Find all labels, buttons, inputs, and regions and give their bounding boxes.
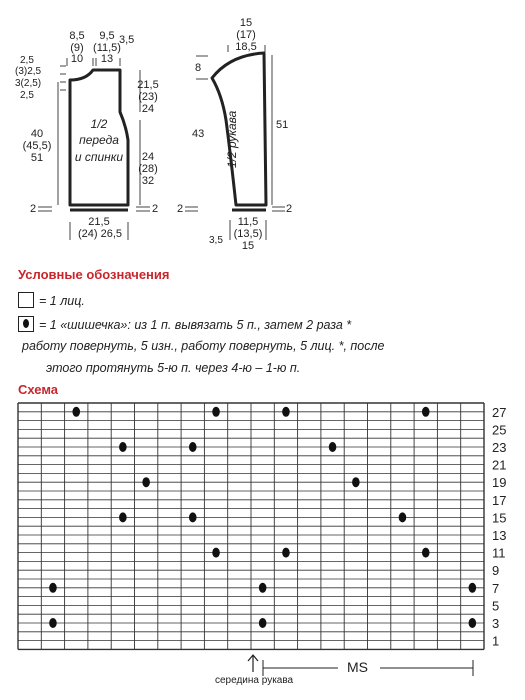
bobble-symbol — [212, 407, 220, 417]
body-label-line2: переда — [79, 133, 119, 147]
sleeve-rib-right: 2 — [286, 203, 293, 215]
center-arrow-icon — [248, 655, 258, 672]
body-top-right: 3,5 — [119, 34, 135, 46]
body-armhole-b: (23) — [138, 91, 158, 103]
body-top-mid-b: (11,5) — [93, 42, 121, 54]
body-label-line3: и спинки — [74, 150, 124, 164]
bobble-symbol — [49, 618, 57, 628]
body-label-line1: 1/2 — [90, 117, 108, 131]
row-number: 13 — [492, 528, 507, 543]
bobble-symbol — [329, 442, 337, 452]
grid-lines — [18, 403, 484, 649]
body-width-b: (24) 26,5 — [77, 228, 123, 240]
row-number: 1 — [492, 633, 500, 649]
sleeve-top-c: 18,5 — [235, 41, 257, 53]
row-number: 5 — [492, 598, 500, 614]
body-side-a: 24 — [141, 151, 155, 163]
bobble-symbol — [282, 548, 290, 558]
bobble-symbol — [72, 407, 80, 417]
bobble-symbol — [189, 442, 197, 452]
bobble-symbol — [49, 583, 57, 593]
legend-knit-text: = 1 лиц. — [39, 294, 85, 308]
sleeve-cuff-a: 11,5 — [237, 216, 259, 228]
sleeve-center-label: середина рукава — [215, 675, 294, 686]
body-armhole-a: 21,5 — [137, 79, 159, 91]
row-number: 7 — [492, 580, 500, 596]
bobble-symbol — [212, 548, 220, 558]
bobble-symbol — [422, 407, 430, 417]
bobble-symbol — [119, 512, 127, 522]
sleeve-label: 1/2 рукава — [225, 110, 239, 168]
bobble-symbol — [119, 442, 127, 452]
body-width-a: 21,5 — [88, 216, 110, 228]
legend-bobble-line2: работу повернуть, 5 изн., работу повернуть, 5 лиц. *, после — [22, 339, 385, 353]
bobble-symbol — [469, 618, 477, 628]
sleeve-cuff-side: 3,5 — [209, 235, 223, 246]
legend-title: Условные обозначения — [18, 267, 170, 282]
bobble-symbol — [142, 477, 150, 487]
row-number: 11 — [492, 545, 506, 561]
body-height-b: (45,5) — [22, 140, 52, 152]
sleeve-cuff-c: 15 — [241, 240, 255, 252]
body-side-b: (28) — [138, 163, 158, 175]
scheme-title: Схема — [18, 382, 59, 397]
body-top-left-c: 10 — [70, 53, 84, 65]
body-rib-left: 2 — [30, 203, 37, 215]
bobble-symbol — [352, 477, 360, 487]
bobble-symbol — [189, 512, 197, 522]
body-left-c: 3(2,5) — [15, 78, 42, 89]
row-number: 17 — [492, 492, 507, 508]
body-left-d: 2,5 — [20, 90, 34, 101]
bobble-symbol — [282, 407, 290, 417]
body-left-a: 2,5 — [20, 55, 34, 66]
bobble-symbol — [422, 548, 430, 558]
row-number: 9 — [492, 563, 500, 579]
sleeve-cap: 8 — [195, 62, 202, 74]
body-height-a: 40 — [30, 128, 44, 140]
body-height-c: 51 — [30, 152, 44, 164]
sleeve-top-a: 15 — [239, 17, 253, 29]
body-top-mid-a: 9,5 — [99, 30, 115, 42]
body-rib-right: 2 — [152, 203, 159, 215]
body-top-left-b: (9) — [70, 42, 84, 54]
row-number: 19 — [492, 475, 507, 491]
ms-label: MS — [347, 659, 368, 675]
bobble-symbol — [399, 512, 407, 522]
sleeve-top-b: (17) — [236, 29, 256, 41]
sleeve-length-right: 51 — [276, 119, 289, 131]
row-number: 25 — [492, 422, 507, 438]
body-side-c: 32 — [141, 175, 155, 187]
sleeve-cuff-b: (13,5) — [233, 228, 263, 240]
bobble-symbol — [259, 618, 267, 628]
body-top-left-a: 8,5 — [69, 30, 85, 42]
row-number: 27 — [492, 404, 507, 420]
body-top-mid-c: 13 — [100, 53, 114, 65]
bobble-symbol — [469, 583, 477, 593]
row-number: 15 — [492, 510, 507, 526]
sleeve-rib-left: 2 — [177, 203, 184, 215]
row-number: 3 — [492, 616, 500, 631]
row-numbers — [492, 405, 506, 649]
legend-bobble-line3: этого протянуть 5-ю п. через 4-ю – 1-ю п. — [46, 361, 301, 375]
body-armhole-c: 24 — [141, 103, 155, 115]
ms-repeat-bracket — [263, 660, 473, 676]
legend-bobble-line1: = 1 «шишечка»: из 1 п. вывязать 5 п., затем 2 раза * — [39, 318, 352, 332]
row-number: 21 — [492, 457, 507, 473]
body-left-b: (3)2,5 — [15, 66, 42, 77]
row-number: 23 — [492, 440, 507, 455]
bobble-symbol — [259, 583, 267, 593]
sleeve-length-left: 43 — [192, 128, 205, 140]
